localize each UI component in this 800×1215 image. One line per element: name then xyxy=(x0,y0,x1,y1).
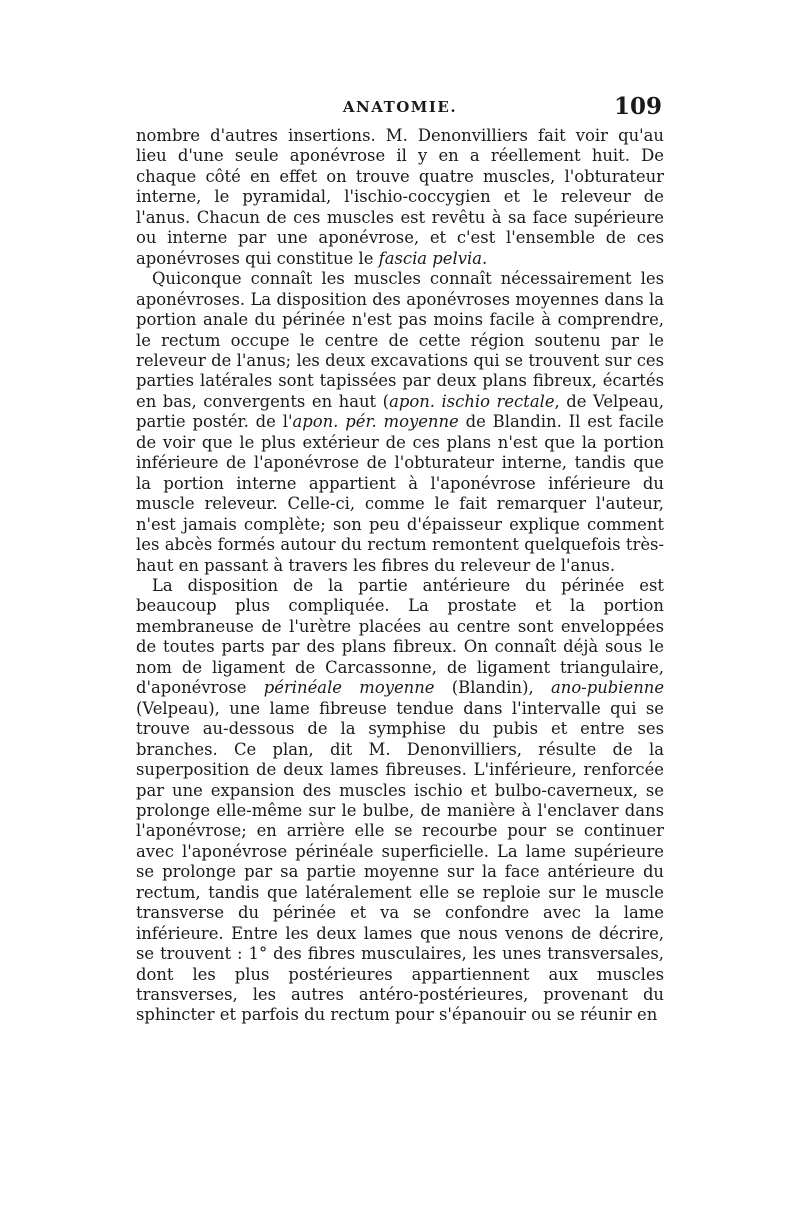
text-segment: de Blandin. Il est facile de voir que le plus extérieur de ces plans n'est que la portion inférieure de l'aponévrose de l'obturateur interne, tandis que la portion interne appartient à l'aponévrose inférieure du muscle releveur. Celle-ci, comme le fait remarquer l'auteur, n'est jamais complète; son peu d'épaisseur explique comment les abcès formés autour du rectum remontent quelquefois très-haut en passant à travers les fibres du releveur de l'anus. xyxy=(136,412,664,575)
book-page xyxy=(136,93,665,1026)
paragraph-2 xyxy=(136,269,664,576)
text-segment: nombre d'autres insertions. M. Denonvilliers fait voir qu'au lieu d'une seule aponévrose il y en a réellement huit. De chaque côté en effet on trouve quatre muscles, l'obturateur interne, le pyramidal, l'ischio-coccygien et le releveur de l'anus. Chacun de ces muscles est revêtu à sa face supérieure ou interne par une aponévrose, et c'est l'ensemble de ces aponévroses qui constitue le xyxy=(136,126,664,268)
text-segment: . xyxy=(482,248,488,268)
text-segment: La disposition de la partie antérieure du périnée est beaucoup plus compliquée. La prostate et la portion membraneuse de l'urètre placées au centre sont enveloppées de toutes parts par des plans fibreux. On connaît déjà sous le nom de ligament de Carcassonne, de ligament triangulaire, d'aponévrose xyxy=(136,575,664,698)
running-title: ANATOMIE. xyxy=(342,98,458,116)
text-segment: Quiconque connaît les muscles connaît nécessairement les aponévroses. La disposition des aponévroses moyennes dans la portion anale du périnée n'est pas moins facile à comprendre, le rectum occupe le centre de cette région soutenu par le releveur de l'anus; les deux excavations qui se trouvent sur ces parties latérales sont tapissées par deux plans fibreux, écartés en bas, convergents en haut ( xyxy=(136,269,664,411)
italic-term: apon. pér. moyenne xyxy=(292,412,459,432)
text-segment: , de Velpeau, partie postér. de l' xyxy=(136,391,665,432)
italic-term: périnéale moyenne xyxy=(263,678,435,698)
body-text xyxy=(136,126,664,1026)
italic-term: ano-pubienne xyxy=(550,678,665,698)
italic-term: fascia pelvia xyxy=(378,248,483,268)
text-segment: (Velpeau), une lame fibreuse tendue dans l'intervalle qui se trouve au-dessous de la symphise du pubis et entre ses branches. Ce plan, dit M. Denonvilliers, résulte de la superposition de deux lames fibreuses. L'inférieure, renforcée par une expansion des muscles ischio et bulbo-caverneux, se prolonge elle-même sur le bulbe, de manière à l'enclaver dans l'aponévrose; en arrière elle se recourbe pour se continuer avec l'aponévrose périnéale superficielle. La lame supérieure se prolonge par sa partie moyenne sur la face antérieure du rectum, tandis que latéralement elle se reploie sur le muscle transverse du périnée et va se confondre avec la lame inférieure. Entre les deux lames que nous venons de décrire, se trouvent : 1° des fibres musculaires, les unes transversales, dont les plus postérieures appartiennent aux muscles transverses, les autres antéro-postérieures, provenant du sphincter et parfois du rectum pour s'épanouir ou se réunir en xyxy=(136,698,664,1025)
text-segment: (Blandin), xyxy=(434,678,551,698)
paragraph-3 xyxy=(136,576,664,1026)
italic-term: apon. ischio rectale xyxy=(389,391,555,411)
running-head xyxy=(136,93,664,126)
paragraph-1 xyxy=(136,126,664,269)
page-number: 109 xyxy=(613,93,662,120)
